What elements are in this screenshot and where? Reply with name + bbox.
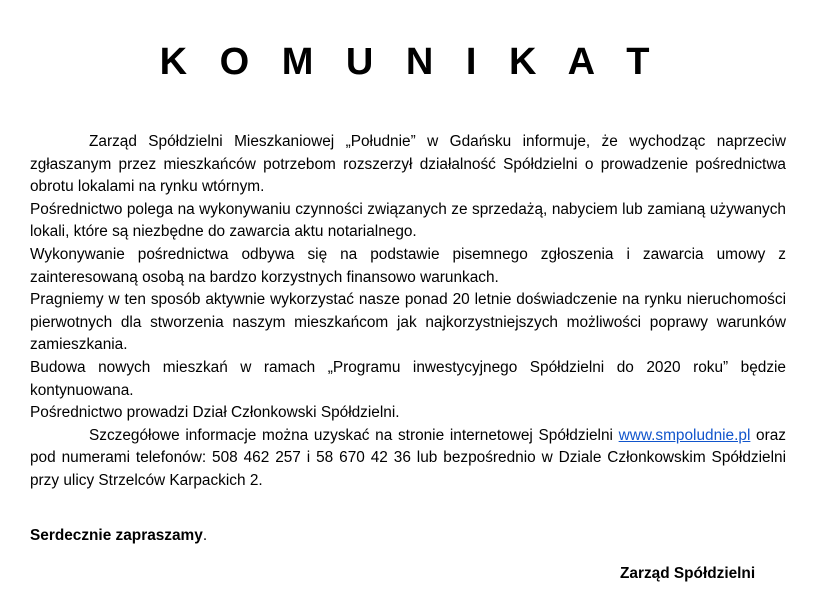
announcement-title: K O M U N I K A T [159, 41, 661, 83]
contact-text-after: oraz pod numerami telefonów: 508 462 257 i 58 670 42 36 lub bezpośrednio w Dziale Członkowskim Spółdzielni przy ulicy Strzelców Karpackich 2. [30, 426, 786, 489]
website-link[interactable]: www.smpoludnie.pl [618, 426, 751, 444]
paragraph-scope: Pośrednictwo polega na wykonywaniu czynności związanych ze sprzedażą, nabyciem lub zamianą używanych lokali, które są niezbędne do zawarcia aktu notarialnego. [30, 200, 786, 241]
paragraph-experience: Pragniemy w ten sposób aktywnie wykorzystać nasze ponad 20 letnie doświadczenie na rynku nieruchomości pierwotnych dla stworzenia naszym mieszkańcom jak najkorzystniejszych możliwości poprawy warunków zamieszkania. [30, 291, 786, 354]
paragraph-intro: Zarząd Spółdzielni Mieszkaniowej „Południe” w Gdańsku informuje, że wychodząc naprzeciw zgłaszanym przez mieszkańców potrzebom rozszerzył działalność Spółdzielni o prowadzenie pośrednictwa obrotu lokalami na rynku wtórnym. [30, 133, 786, 196]
paragraph-department: Pośrednictwo prowadzi Dział Członkowski Spółdzielni. [30, 404, 400, 422]
paragraph-terms: Wykonywanie pośrednictwa odbywa się na podstawie pisemnego zgłoszenia i zawarcia umowy z zainteresowaną osobą na bardzo korzystnych finansowo warunkach. [30, 245, 786, 286]
contact-text-before: Szczegółowe informacje można uzyskać na stronie internetowej Spółdzielni [89, 426, 619, 444]
closing-period: . [202, 527, 208, 544]
signature: Zarząd Spółdzielni [620, 565, 756, 582]
announcement-body [30, 131, 786, 493]
closing-line [30, 525, 207, 547]
paragraph-contact [30, 425, 786, 493]
paragraph-program: Budowa nowych mieszkań w ramach „Programu inwestycyjnego Spółdzielni do 2020 roku” będzie kontynuowana. [30, 358, 786, 399]
closing-invitation: Serdecznie zapraszamy [30, 527, 203, 544]
